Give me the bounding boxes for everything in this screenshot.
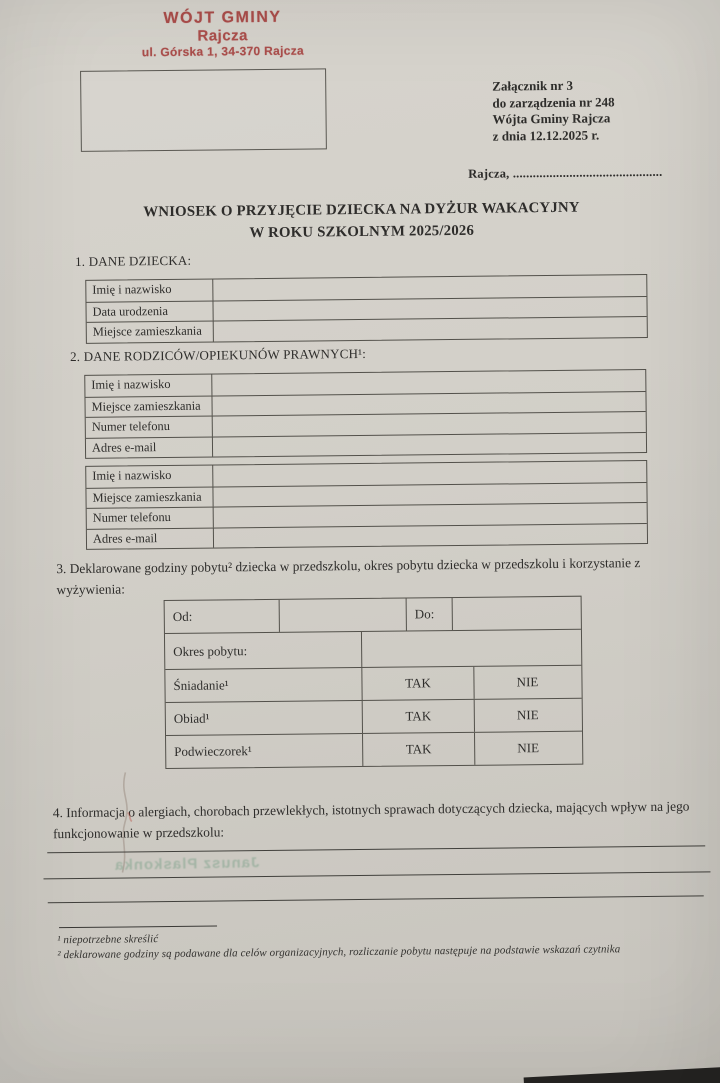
meal-row (166, 731, 582, 768)
footnote-2: ² deklarowane godziny są podawane dla celów organizacyjnych, rozliczanie pobytu następuje na podstawie wskazań czytnika (57, 943, 621, 962)
meal-yes-option: TAK (363, 700, 475, 733)
field-label: Imię i nazwisko (86, 466, 213, 488)
field-value-blank (214, 317, 647, 341)
period-value-blank (362, 630, 580, 667)
meal-yes-option: TAK (362, 667, 474, 700)
section-1-heading: 1. DANE DZIECKA: (74, 252, 192, 269)
mirrored-bleed-through-text: Janusz Plaskonka (113, 854, 260, 874)
field-label: Numer telefonu (87, 508, 214, 529)
attachment-note (492, 77, 615, 144)
document-title (36, 196, 686, 247)
field-value-blank (213, 433, 646, 457)
field-label: Miejsce zamieszkania (86, 487, 213, 508)
to-value-blank (453, 597, 580, 630)
period-label: Okres pobytu: (165, 632, 362, 669)
attachment-line-3: Wójta Gminy Rajcza (492, 110, 611, 127)
meal-no-option: NIE (516, 674, 539, 690)
field-label: Miejsce zamieszkania (87, 322, 214, 343)
meal-yes-option: TAK (363, 733, 475, 766)
stamp-address-line: ul. Górska 1, 34-370 Rajcza (141, 43, 305, 60)
from-label: Od: (165, 600, 280, 633)
writing-line (48, 895, 704, 903)
meal-no-option: NIE (517, 740, 540, 756)
place-date-line: Rajcza, ............................................. (468, 164, 663, 181)
to-label: Do: (407, 598, 453, 630)
meal-row (166, 698, 582, 735)
section-4-heading: 4. Informacja o alergiach, chorobach przewlekłych, istotnych sprawach dotyczących dziecka, mających wpływ na jego funkcjonowanie w przedszkolu: (52, 798, 690, 842)
meal-label: Śniadanie¹ (165, 668, 362, 702)
schedule-table (164, 596, 584, 769)
parent-1-table (84, 369, 647, 459)
field-label: Imię i nazwisko (85, 375, 212, 397)
meal-no-option: NIE (516, 707, 539, 723)
field-label: Adres e-mail (87, 528, 214, 549)
meal-row (165, 665, 581, 702)
footnote-1: ¹ niepotrzebne skreślić (57, 933, 159, 947)
attachment-line-2: do zarządzenia nr 248 (492, 93, 615, 111)
section-3-heading: 3. Deklarowane godziny pobytu² dziecka w przedszkolu, okres pobytu dziecka w przedszkolu i korzystanie z wyżywienia: (56, 555, 641, 598)
hours-row (165, 597, 581, 633)
empty-stamp-box (80, 68, 327, 152)
stamp-org-line: WÓJT GMINY (163, 8, 282, 28)
meal-label: Obiad¹ (166, 701, 363, 735)
attachment-line-1: Załącznik nr 3 (492, 77, 573, 94)
field-label: Miejsce zamieszkania (85, 396, 212, 417)
field-label: Adres e-mail (86, 437, 213, 458)
office-stamp (106, 8, 339, 59)
title-line-1: WNIOSEK O PRZYJĘCIE DZIECKA NA DYŻUR WAKACYJNY (143, 199, 580, 221)
from-value-blank (280, 599, 407, 632)
period-row (165, 629, 581, 669)
stamp-name-line: Rajcza (197, 27, 249, 45)
child-data-table (85, 274, 648, 343)
section-2-heading: 2. DANE RODZICÓW/OPIEKUNÓW PRAWNYCH¹: (69, 345, 367, 365)
field-label: Imię i nazwisko (86, 280, 213, 302)
parent-2-table (85, 460, 648, 550)
footnote-separator (59, 926, 217, 929)
title-line-2: W ROKU SZKOLNYM 2025/2026 (249, 222, 475, 242)
meal-label: Podwieczorek¹ (166, 734, 363, 768)
field-value-blank (214, 523, 647, 547)
field-label: Data urodzenia (86, 301, 213, 322)
attachment-line-4: z dnia 12.12.2025 r. (492, 126, 600, 144)
field-label: Numer telefonu (86, 417, 213, 438)
